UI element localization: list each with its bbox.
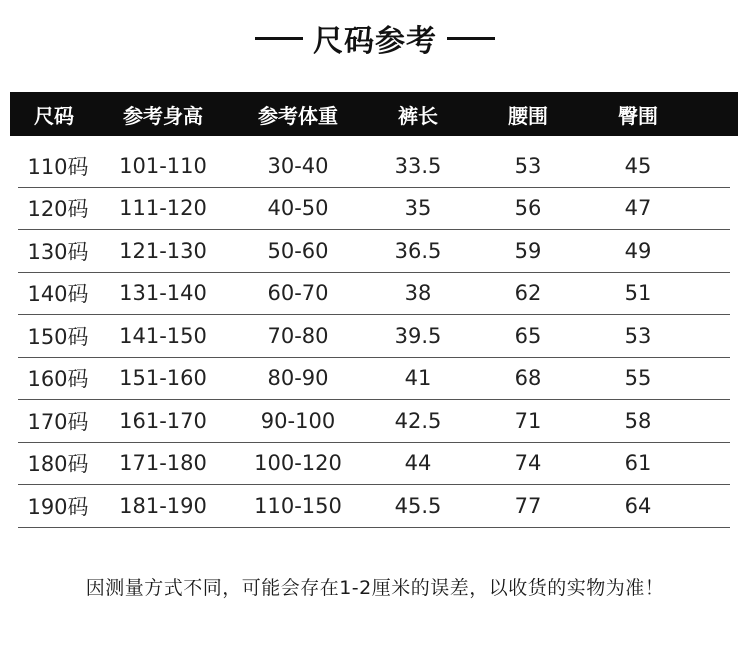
waist-cell: 77 xyxy=(514,493,542,518)
hip-cell: 49 xyxy=(624,238,652,263)
size-cell: 120码 xyxy=(27,197,89,222)
table-row xyxy=(18,230,730,273)
height-cell: 171-180 xyxy=(119,451,207,476)
hip-cell: 53 xyxy=(624,323,652,348)
waist-cell: 59 xyxy=(514,238,542,263)
height-cell: 161-170 xyxy=(119,408,207,433)
table-row xyxy=(18,358,730,401)
hip-cell: 55 xyxy=(624,366,652,391)
height-cell: 101-110 xyxy=(119,153,207,178)
waist-cell: 74 xyxy=(514,451,542,476)
waist-cell: 68 xyxy=(514,366,542,391)
waist-cell: 62 xyxy=(514,281,542,306)
size-cell: 110码 xyxy=(27,154,89,179)
measurement-note: 因测量方式不同，可能会存在1-2厘米的误差，以收货的实物为准！ xyxy=(85,577,665,599)
page-title: 尺码参考 xyxy=(313,24,437,59)
hip-cell: 45 xyxy=(624,153,652,178)
size-cell: 170码 xyxy=(27,409,89,434)
waist-cell: 71 xyxy=(514,408,542,433)
pants-length-cell: 36.5 xyxy=(394,238,442,263)
waist-cell: 65 xyxy=(514,323,542,348)
weight-cell: 110-150 xyxy=(254,493,342,518)
height-cell: 181-190 xyxy=(119,493,207,518)
table-row xyxy=(18,400,730,443)
size-cell: 190码 xyxy=(27,494,89,519)
title-area xyxy=(0,18,750,58)
weight-cell: 90-100 xyxy=(260,408,336,433)
pants-length-cell: 35 xyxy=(404,196,432,221)
weight-cell: 50-60 xyxy=(267,238,329,263)
header-size: 尺码 xyxy=(34,103,74,128)
pants-length-cell: 41 xyxy=(404,366,432,391)
table-row xyxy=(18,273,730,316)
header-weight: 参考体重 xyxy=(258,103,338,128)
table-row xyxy=(18,188,730,231)
table-row xyxy=(18,485,730,528)
height-cell: 141-150 xyxy=(119,323,207,348)
header-waist: 腰围 xyxy=(508,103,548,128)
weight-cell: 100-120 xyxy=(254,451,342,476)
height-cell: 111-120 xyxy=(119,196,207,221)
size-table xyxy=(10,92,738,528)
hip-cell: 58 xyxy=(624,408,652,433)
weight-cell: 60-70 xyxy=(267,281,329,306)
weight-cell: 70-80 xyxy=(267,323,329,348)
waist-cell: 53 xyxy=(514,153,542,178)
header-hip: 臀围 xyxy=(618,103,658,128)
height-cell: 121-130 xyxy=(119,238,207,263)
height-cell: 131-140 xyxy=(119,281,207,306)
hip-cell: 51 xyxy=(624,281,652,306)
pants-length-cell: 44 xyxy=(404,451,432,476)
weight-cell: 80-90 xyxy=(267,366,329,391)
waist-cell: 56 xyxy=(514,196,542,221)
weight-cell: 40-50 xyxy=(267,196,329,221)
pants-length-cell: 38 xyxy=(404,281,432,306)
pants-length-cell: 42.5 xyxy=(394,408,442,433)
size-cell: 140码 xyxy=(27,282,89,307)
hip-cell: 64 xyxy=(624,493,652,518)
hip-cell: 61 xyxy=(624,451,652,476)
hip-cell: 47 xyxy=(624,196,652,221)
size-cell: 160码 xyxy=(27,367,89,392)
table-header xyxy=(10,92,738,136)
table-row xyxy=(18,315,730,358)
size-cell: 180码 xyxy=(27,452,89,477)
pants-length-cell: 33.5 xyxy=(394,153,442,178)
pants-length-cell: 45.5 xyxy=(394,493,442,518)
title-right-rule xyxy=(447,37,495,40)
header-pants-length: 裤长 xyxy=(398,103,438,128)
header-height: 参考身高 xyxy=(123,103,203,128)
table-row xyxy=(18,145,730,188)
height-cell: 151-160 xyxy=(119,366,207,391)
size-cell: 150码 xyxy=(27,324,89,349)
title-left-rule xyxy=(255,37,303,40)
pants-length-cell: 39.5 xyxy=(394,323,442,348)
table-row xyxy=(18,443,730,486)
size-cell: 130码 xyxy=(27,239,89,264)
weight-cell: 30-40 xyxy=(267,153,329,178)
